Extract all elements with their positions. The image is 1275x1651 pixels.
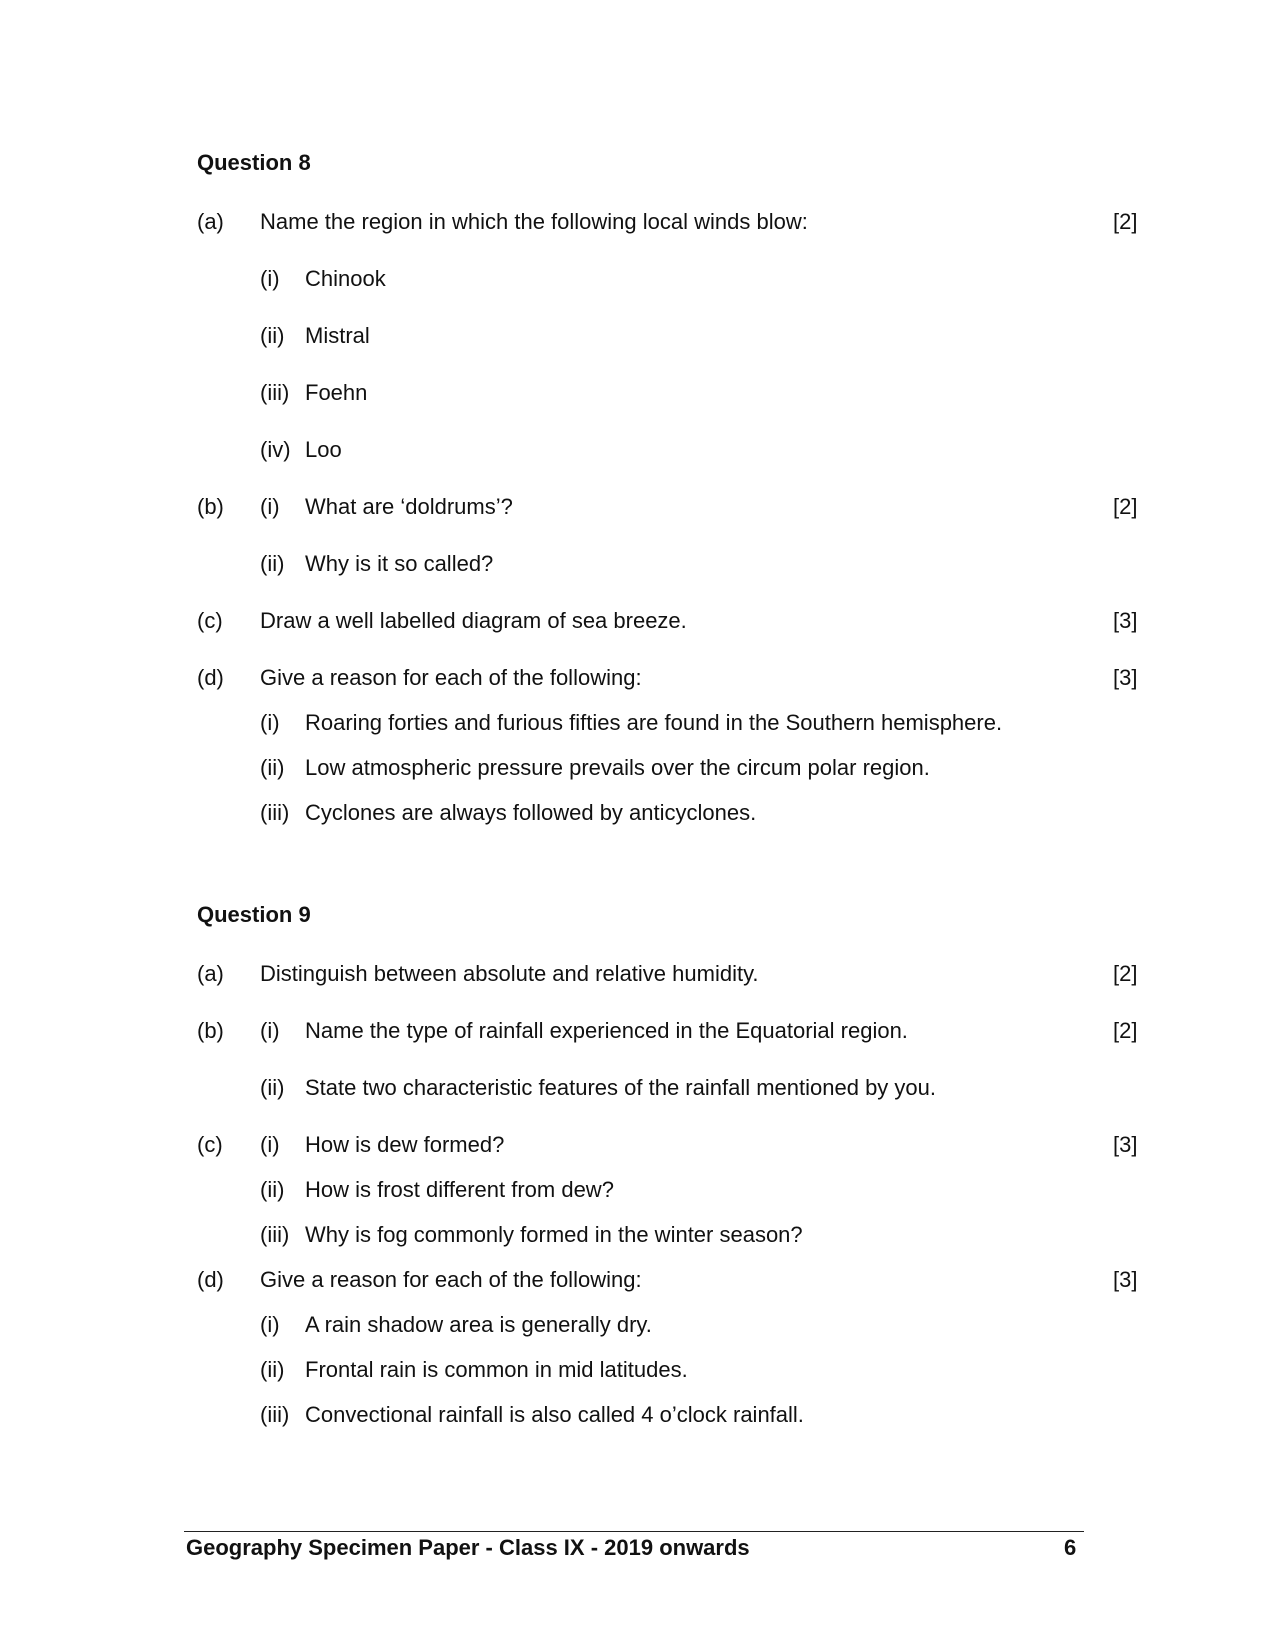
- item-number: (iii): [260, 380, 290, 405]
- part-label: (d): [197, 665, 224, 690]
- q9-part-b: [0, 1016, 1275, 1046]
- item-text: What are ‘doldrums’?: [305, 494, 513, 519]
- question-8-title: Question 8: [197, 150, 311, 175]
- item-number: (ii): [260, 323, 285, 348]
- part-text: Distinguish between absolute and relative humidity.: [260, 961, 759, 986]
- marks: [3]: [1113, 608, 1138, 633]
- marks: [2]: [1113, 1018, 1138, 1043]
- part-label: (c): [197, 608, 223, 633]
- q8-a-item-2: [0, 321, 1275, 351]
- q8-part-a: [0, 207, 1275, 237]
- item-number: (iii): [260, 800, 290, 825]
- item-number: (ii): [260, 551, 285, 576]
- q9-c-item-3: [0, 1220, 1275, 1250]
- marks: [3]: [1113, 1132, 1138, 1157]
- part-label: (a): [197, 209, 224, 234]
- item-text: Convectional rainfall is also called 4 o’clock rainfall.: [305, 1402, 804, 1427]
- part-label: (a): [197, 961, 224, 986]
- q8-a-item-3: [0, 378, 1275, 408]
- item-number: (i): [260, 710, 280, 735]
- q8-part-d: [0, 663, 1275, 693]
- item-text: How is dew formed?: [305, 1132, 505, 1157]
- q8-d-item-3: [0, 798, 1275, 828]
- item-number: (ii): [260, 755, 285, 780]
- item-number: (i): [260, 1018, 280, 1043]
- page-number: 6: [1064, 1535, 1077, 1560]
- part-label: (b): [197, 494, 224, 519]
- q8-a-item-1: [0, 264, 1275, 294]
- item-text: Name the type of rainfall experienced in the Equatorial region.: [305, 1018, 908, 1043]
- item-number: (i): [260, 494, 280, 519]
- q8-part-b: [0, 492, 1275, 522]
- q9-part-d: [0, 1265, 1275, 1295]
- marks: [3]: [1113, 1267, 1138, 1292]
- item-text: Cyclones are always followed by anticyclones.: [305, 800, 757, 825]
- part-label: (d): [197, 1267, 224, 1292]
- item-text: State two characteristic features of the rainfall mentioned by you.: [305, 1075, 936, 1100]
- q9-d-item-2: [0, 1355, 1275, 1385]
- item-number: (ii): [260, 1177, 285, 1202]
- marks: [2]: [1113, 961, 1138, 986]
- q8-a-item-4: [0, 435, 1275, 465]
- item-text: How is frost different from dew?: [305, 1177, 614, 1202]
- item-number: (i): [260, 1312, 280, 1337]
- part-text: Draw a well labelled diagram of sea breeze.: [260, 608, 687, 633]
- part-text: Give a reason for each of the following:: [260, 665, 642, 690]
- item-text: Foehn: [305, 380, 368, 405]
- q8-d-item-2: [0, 753, 1275, 783]
- item-text: Loo: [305, 437, 342, 462]
- item-number: (iv): [260, 437, 291, 462]
- q9-d-item-3: [0, 1400, 1275, 1430]
- question-9-title: Question 9: [197, 902, 311, 927]
- item-text: Mistral: [305, 323, 370, 348]
- q9-part-c: [0, 1130, 1275, 1160]
- item-text: Low atmospheric pressure prevails over the circum polar region.: [305, 755, 930, 780]
- q8-b-item-2: [0, 549, 1275, 579]
- marks: [2]: [1113, 494, 1138, 519]
- q8-part-c: [0, 606, 1275, 636]
- item-number: (i): [260, 266, 280, 291]
- part-label: (c): [197, 1132, 223, 1157]
- item-number: (iii): [260, 1402, 290, 1427]
- item-text: Why is it so called?: [305, 551, 494, 576]
- item-text: Chinook: [305, 266, 386, 291]
- q9-c-item-2: [0, 1175, 1275, 1205]
- item-number: (ii): [260, 1075, 285, 1100]
- footer-divider: [184, 1531, 1084, 1532]
- part-label: (b): [197, 1018, 224, 1043]
- q9-d-item-1: [0, 1310, 1275, 1340]
- q9-part-a: [0, 959, 1275, 989]
- q8-d-item-1: [0, 708, 1275, 738]
- item-text: Why is fog commonly formed in the winter season?: [305, 1222, 803, 1247]
- footer-title: Geography Specimen Paper - Class IX - 2019 onwards: [186, 1535, 750, 1560]
- item-number: (ii): [260, 1357, 285, 1382]
- part-text: Give a reason for each of the following:: [260, 1267, 642, 1292]
- item-text: Frontal rain is common in mid latitudes.: [305, 1357, 688, 1382]
- item-number: (i): [260, 1132, 280, 1157]
- marks: [2]: [1113, 209, 1138, 234]
- item-number: (iii): [260, 1222, 290, 1247]
- q9-b-item-2: [0, 1073, 1275, 1103]
- item-text: Roaring forties and furious fifties are found in the Southern hemisphere.: [305, 710, 1003, 735]
- marks: [3]: [1113, 665, 1138, 690]
- part-text: Name the region in which the following local winds blow:: [260, 209, 808, 234]
- item-text: A rain shadow area is generally dry.: [305, 1312, 652, 1337]
